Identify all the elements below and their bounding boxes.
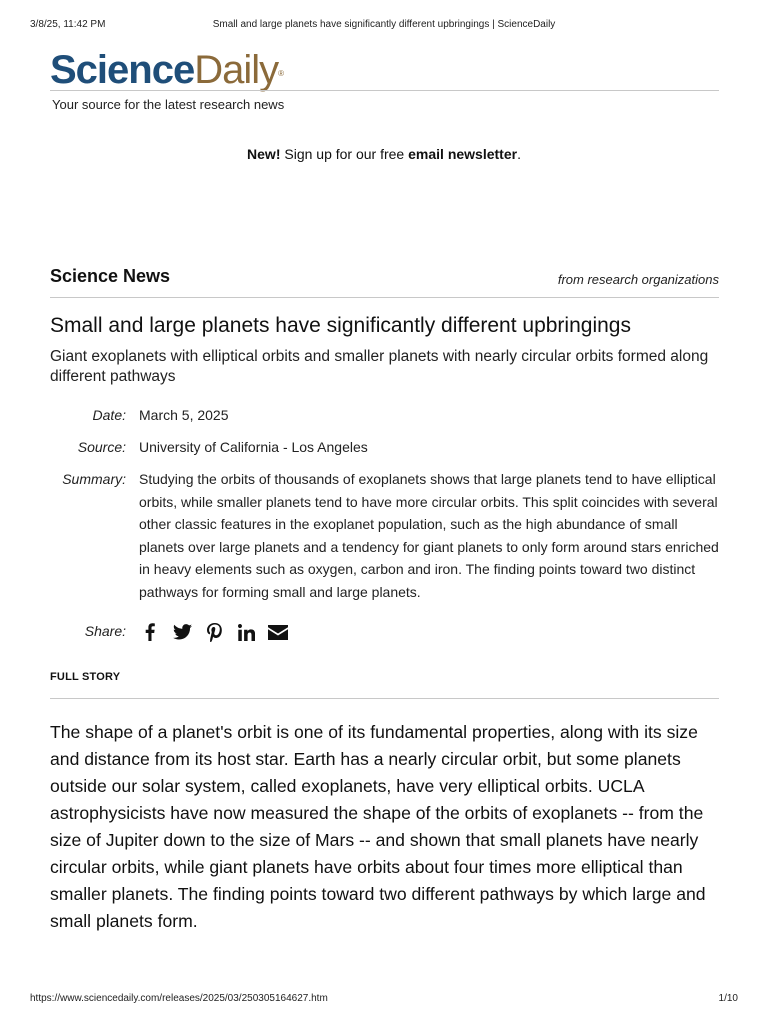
summary-label: Summary: [62,471,126,487]
meta-summary-row [50,468,719,608]
newsletter-end: . [517,146,521,162]
article-subheadline: Giant exoplanets with elliptical orbits and smaller planets with nearly circular orbits formed along different pathways [50,348,709,385]
article-body: The shape of a planet's orbit is one of its fundamental properties, along with its size and distance from its host star. Earth has a nearly circular orbit, but some planets outside our solar system, called exoplanets, have very elliptical orbits. UCLA astrophysicists have now measured the shape of the orbits of exoplanets -- from the size of Jupiter down to the size of Mars -- and shown that small planets have nearly circular orbits, while giant planets have orbits about four times more elliptical than smaller planets. The finding points toward two different pathways by which large and small planets form. [50,722,706,931]
newsletter-text: Sign up for our free [280,146,409,162]
newsletter-promo [0,146,768,162]
date-label: Date: [92,407,126,423]
print-datetime: 3/8/25, 11:42 PM [30,19,106,30]
section-title[interactable]: Science News [50,266,171,286]
site-logo[interactable] [50,48,283,92]
section-subtitle: from research organizations [557,272,719,287]
print-url: https://www.sciencedaily.com/releases/2025/03/250305164627.htm [30,993,328,1004]
twitter-icon[interactable] [171,621,193,643]
logo-daily: Daily [194,48,279,92]
email-icon[interactable] [267,621,289,643]
logo-divider [50,90,719,91]
summary-value: Studying the orbits of thousands of exoplanets shows that large planets tend to have elliptical orbits, while smaller planets tend to have more circular orbits. This split coincides with several other classic features in the exoplanet population, such as the high abundance of small planets over large planets and a tendency for giant planets to only form around stars enriched in heavy elements such as oxygen, carbon and iron. The finding points toward two distinct pathways for forming small and large planets. [139,471,719,600]
site-tagline: Your source for the latest research news [52,97,285,112]
section-header [50,266,719,290]
facebook-icon[interactable] [139,621,161,643]
date-value: March 5, 2025 [139,407,229,423]
newsletter-new-label: New! [247,146,281,162]
pinterest-icon[interactable] [203,621,225,643]
full-story-label: FULL STORY [50,671,121,683]
article-headline: Small and large planets have significantly different upbringings [50,314,631,337]
logo-science: Science [50,48,195,92]
print-header [30,19,738,33]
section-divider [50,297,719,298]
share-label: Share: [84,623,126,639]
print-page-title: Small and large planets have significantly different upbringings | ScienceDaily [212,19,556,30]
share-icons [139,620,299,644]
newsletter-link[interactable]: email newsletter [408,146,518,162]
linkedin-icon[interactable] [235,621,257,643]
source-value: University of California - Los Angeles [139,439,368,455]
print-page-number: 1/10 [718,993,738,1004]
full-story-divider [50,698,719,699]
source-label: Source: [77,439,126,455]
logo-registered-mark: ® [278,69,284,78]
